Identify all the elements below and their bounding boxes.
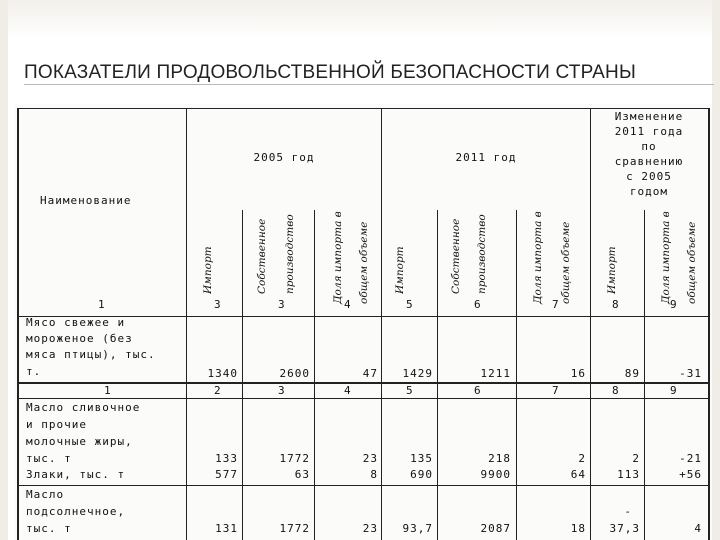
cell-value: 37,3 [609, 522, 640, 535]
cell-value: 23 [362, 522, 378, 535]
cell-value: 690 [410, 468, 433, 481]
col-number: 7 [552, 384, 560, 397]
col-number: 7 [552, 298, 560, 311]
col-number: 1 [98, 298, 106, 311]
col-import-share-change-line2: общем объеме [686, 221, 698, 304]
cell-value: 1772 [279, 522, 310, 535]
slide-frame-right [712, 0, 720, 540]
cell-value: 64 [570, 468, 586, 481]
col-own-production-2005-line1: Собственное [256, 218, 268, 294]
cell-value: 133 [215, 452, 238, 465]
col-number: 5 [406, 298, 414, 311]
change-header-line: Изменение [614, 110, 684, 123]
col-import-2005: Импорт [202, 246, 214, 294]
row-label: и прочие [26, 418, 87, 431]
col-import-change: Импорт [606, 246, 618, 294]
row-label: мороженое (без [26, 332, 133, 345]
cell-value: 47 [362, 367, 378, 380]
cell-value: -21 [679, 452, 702, 465]
row-divider [17, 485, 710, 486]
cell-value: 9900 [480, 468, 511, 481]
slide-title: ПОКАЗАТЕЛИ ПРОДОВОЛЬСТВЕННОЙ БЕЗОПАСНОСТИ СТРАНЫ [24, 62, 636, 83]
cell-value: 63 [294, 468, 310, 481]
row-label: мяса птицы), тыс. [26, 348, 156, 361]
cell-value: 93,7 [402, 522, 433, 535]
title-rule [24, 84, 714, 85]
change-header-line: сравнению [614, 155, 684, 168]
col-number: 6 [474, 384, 482, 397]
cell-value: 23 [362, 452, 378, 465]
col-own-production-2005-line2: производство [284, 214, 296, 294]
col-import-share-change-line1: Доля импорта в [660, 211, 672, 304]
cell-value: 1211 [480, 367, 511, 380]
col-number: 9 [670, 384, 678, 397]
slide-frame-top [0, 0, 720, 40]
cell-value: 1429 [402, 367, 433, 380]
cell-value: 2600 [279, 367, 310, 380]
row-label: Масло сливочное [26, 401, 141, 414]
col-number: 4 [344, 298, 352, 311]
cell-value: 577 [215, 468, 238, 481]
col-number: 8 [612, 298, 620, 311]
col-divider [314, 210, 315, 540]
year-2011-header: 2011 год [455, 151, 517, 164]
table-border-left [17, 108, 19, 540]
row-label: подсолнечное, [26, 505, 126, 518]
change-header-line: годом [629, 185, 669, 198]
cell-value: 18 [570, 522, 586, 535]
col-number: 9 [670, 298, 678, 311]
cell-value: 113 [617, 468, 640, 481]
table-border-right [708, 108, 710, 540]
row-label: тыс. т [26, 452, 72, 465]
name-header: Наименование [40, 194, 132, 207]
col-import-share-2005-line1: Доля импорта в [332, 211, 344, 304]
cell-note: - [624, 505, 632, 518]
row-label: Злаки, тыс. т [26, 468, 126, 481]
scanned-table [14, 104, 712, 540]
change-header-line: по [641, 140, 657, 153]
col-own-production-2011-line2: производство [476, 214, 488, 294]
change-header-line: 2011 года [614, 125, 684, 138]
row-divider [17, 382, 710, 384]
col-import-share-2011-line1: Доля импорта в [532, 211, 544, 304]
col-divider [186, 108, 187, 540]
col-divider [590, 108, 591, 540]
col-divider [644, 210, 645, 540]
col-divider [242, 210, 243, 540]
cell-value: 8 [370, 468, 378, 481]
row-label: т. [26, 365, 42, 378]
row-label: Мясо свежее и [26, 316, 126, 329]
row-label: Масло [26, 488, 65, 501]
col-number: 8 [612, 384, 620, 397]
cell-value: 131 [215, 522, 238, 535]
col-import-share-2005-line2: общем объеме [358, 221, 370, 304]
row-divider [17, 398, 710, 399]
cell-value: 4 [694, 522, 702, 535]
cell-value: 2087 [480, 522, 511, 535]
row-label: тыс. т [26, 522, 72, 535]
col-number: 1 [104, 384, 112, 397]
cell-value: 16 [570, 367, 586, 380]
col-import-2011: Импорт [394, 246, 406, 294]
col-divider [381, 108, 382, 540]
change-header-line: с 2005 [626, 170, 672, 183]
table-border-top [17, 108, 710, 109]
col-number: 5 [406, 384, 414, 397]
col-number: 3 [214, 298, 222, 311]
cell-value: 1340 [207, 367, 238, 380]
cell-value: 89 [624, 367, 640, 380]
cell-value: 1772 [279, 452, 310, 465]
cell-value: -31 [679, 367, 702, 380]
cell-value: +56 [679, 468, 702, 481]
col-divider [516, 210, 517, 540]
slide-frame-left [0, 0, 8, 540]
col-number: 3 [278, 298, 286, 311]
col-own-production-2011-line1: Собственное [450, 218, 462, 294]
year-2005-header: 2005 год [253, 151, 315, 164]
cell-value: 218 [488, 452, 511, 465]
col-import-share-2011-line2: общем объеме [560, 221, 572, 304]
col-divider [437, 210, 438, 540]
cell-value: 135 [410, 452, 433, 465]
col-number: 6 [474, 298, 482, 311]
col-number: 2 [214, 384, 222, 397]
row-label: молочные жиры, [26, 435, 133, 448]
cell-value: 2 [632, 452, 640, 465]
cell-value: 2 [578, 452, 586, 465]
col-number: 4 [344, 384, 352, 397]
col-number: 3 [278, 384, 286, 397]
